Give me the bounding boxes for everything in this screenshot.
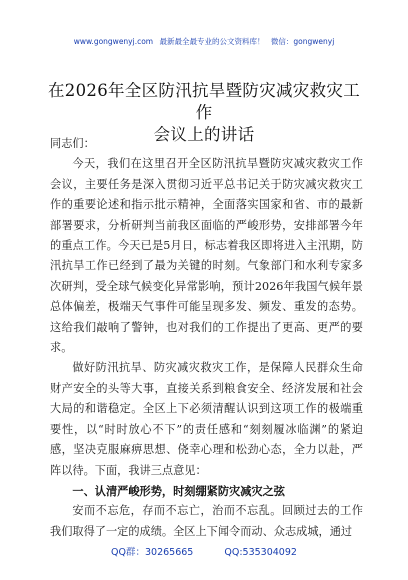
paragraph-3: 安而不忘危，存而不忘亡，治而不忘乱。回顾过去的工作我们取得了一定的成绩。全区上下闻令而动、众志成城，通过 [50, 504, 363, 538]
salutation: 同志们： [50, 137, 95, 150]
page-header [0, 36, 408, 47]
document-body [50, 134, 363, 542]
section-heading-1: 一、认清严峻形势，时刻绷紧防灾减灾之弦 [72, 483, 285, 498]
paragraph-2: 做好防汛抗旱、防灾减灾救灾工作，是保障人民群众生命财产安全的头等大事，直接关系到粮食安全、经济发展和社会大局的和谐稳定。全区上下必须清醒认识到这项工作的极端重要性，以“时时放心不下”的责任感和“刻刻履冰临渊”的紧迫感，坚决克服麻痹思想、侥幸心理和松劲心态，全力以赴，严阵以待。下面，我讲三点意见： [50, 361, 363, 477]
header-site: www.gongwenyj.com [73, 37, 154, 46]
header-slogan: 最新最全最专业的公文资料库！ [159, 37, 265, 46]
title-line-2: 会议上的讲话 [153, 125, 255, 144]
header-wechat: 微信：gongwenyj [270, 37, 335, 46]
page-footer [0, 544, 408, 558]
title-line-1: 在2026年全区防汛抗旱暨防灾减灾救灾工作 [48, 81, 360, 122]
footer-qq: QQ:535304092 [224, 547, 297, 558]
footer-qq-group: QQ群：30265665 [111, 547, 194, 558]
paragraph-1: 今天，我们在这里召开全区防汛抗旱暨防灾减灾救灾工作会议，主要任务是深入贯彻习近平总书记关于防灾减灾救灾工作的重要论述和指示批示精神，全面落实国家和省、市的最新部署要求，分析研判当前我区面临的严峻形势，安排部署今年的重点工作。今天已是5月日，标志着我区即将进入主汛期，防汛抗旱工作已经到了最为关键的时刻。气象部门和水利专家多次研判，受全球气候变化异常影响，预计2026年我国气候年景总体偏差，极端天气事件可能呈现多发、频发、重发的态势。这给我们敲响了警钟，也对我们的工作提出了更高、更严的要求。 [50, 157, 363, 355]
